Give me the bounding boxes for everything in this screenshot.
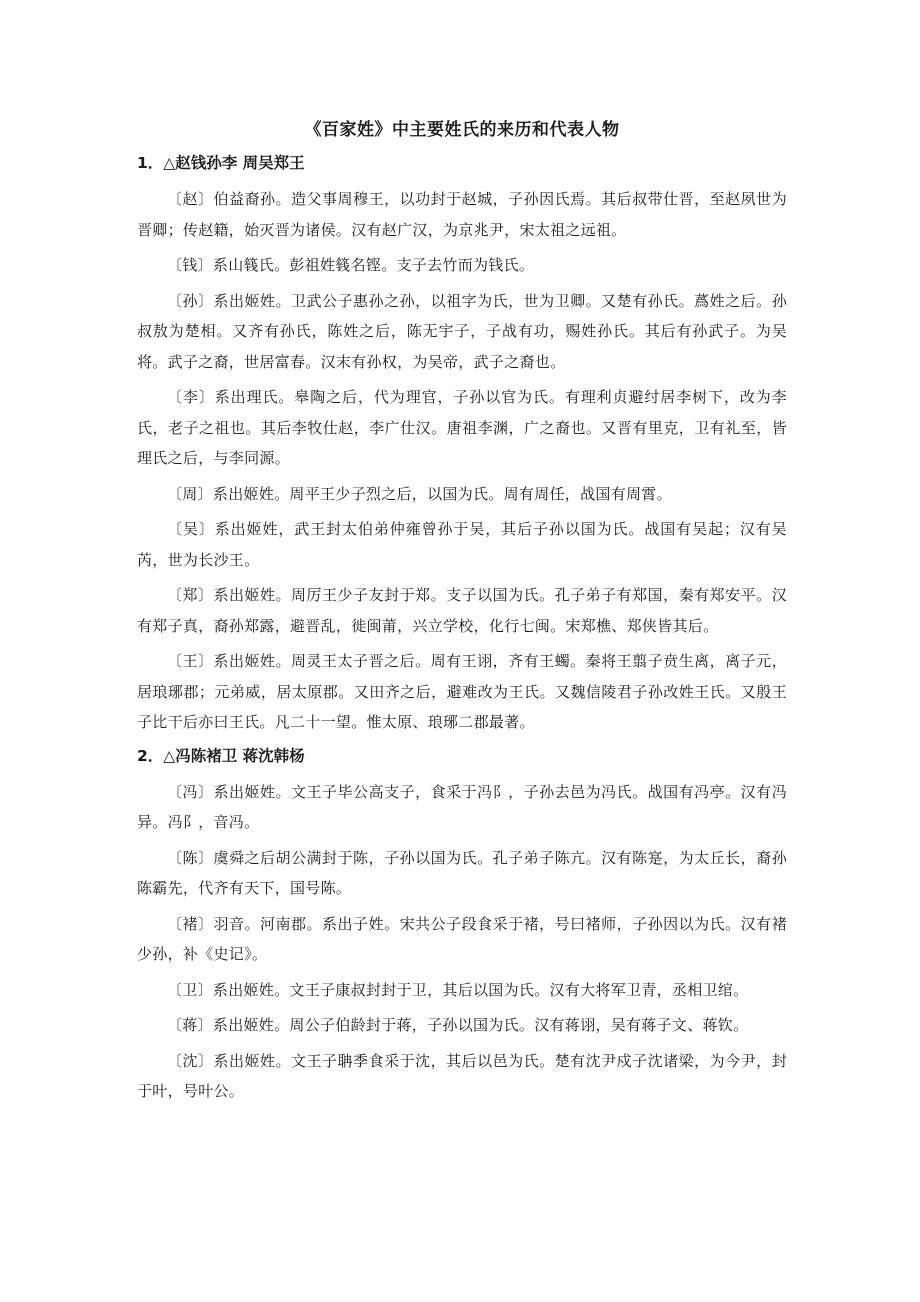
entry-qian: 〔钱〕系山篯氏。彭祖姓篯名铿。支子去竹而为钱氏。 bbox=[167, 256, 535, 274]
entry-wei: 〔卫〕系出姬姓。文王子康叔封封于卫，其后以国为氏。汉有大将军卫青，丞相卫绾。 bbox=[167, 980, 749, 999]
entry-wu: 〔吴〕系出姬姓，武王封太伯弟仲雍曾孙于吴，其后子孙以国为氏。战国有吴起；汉有吴芮，世为长沙王。 bbox=[137, 520, 787, 569]
entry-chen: 〔陈〕虞舜之后胡公满封于陈，子孙以国为氏。孔子弟子陈亢。汉有陈寔，为太丘长，裔孙陈霸先，代齐有天下，国号陈。 bbox=[137, 848, 787, 897]
entry-jiang: 〔蒋〕系出姬姓。周公子伯龄封于蒋，子孙以国为氏。汉有蒋诩，吴有蒋子文、蒋钦。 bbox=[167, 1016, 749, 1034]
section-2 bbox=[137, 743, 787, 1107]
entry-zhou: 〔周〕系出姬姓。周平王少子烈之后，以国为氏。周有周任，战国有周霄。 bbox=[167, 484, 672, 503]
entry-zhao: 〔赵〕伯益裔孙。造父事周穆王，以功封于赵城，子孙因氏焉。其后叔带仕晋，至赵夙世为晋卿；传赵籍，始灭晋为诸侯。汉有赵广汉，为京兆尹，宋太祖之远祖。 bbox=[137, 190, 787, 239]
entry-feng: 〔冯〕系出姬姓。文王子毕公高支子，食采于冯阝，子孙去邑为冯氏。战国有冯亭。汉有冯异。冯阝，音冯。 bbox=[137, 782, 787, 831]
document-title: 《百家姓》中主要姓氏的来历和代表人物 bbox=[304, 120, 620, 140]
section-heading: 1．△赵钱孙李 周吴郑王 bbox=[137, 154, 305, 172]
entry-chu: 〔褚〕羽音。河南郡。系出子姓。宋共公子段食采于褚，号曰褚师，子孙因以为氏。汉有褚少孙，补《史记》。 bbox=[137, 914, 787, 963]
entry-shen: 〔沈〕系出姬姓。文王子聃季食采于沈，其后以邑为氏。楚有沈尹戍子沈诸梁，为今尹，封于叶，号叶公。 bbox=[137, 1051, 787, 1100]
section-heading: 2．△冯陈褚卫 蒋沈韩杨 bbox=[137, 746, 305, 765]
section-1 bbox=[137, 150, 787, 738]
document-page bbox=[137, 116, 787, 1112]
entry-li: 〔李〕系出理氏。皋陶之后，代为理官，子孙以官为氏。有理利贞避纣居李树下，改为李氏，老子之祖也。其后李牧仕赵，李广仕汉。唐祖李渊，广之裔也。又晋有里克，卫有礼至，皆理氏之后，与李同源。 bbox=[137, 388, 787, 467]
entry-sun: 〔孙〕系出姬姓。卫武公子惠孙之孙，以祖字为氏，世为卫卿。又楚有孙氏。蔿姓之后。孙叔敖为楚相。又齐有孙氏，陈姓之后，陈无宇子，子战有功，赐姓孙氏。其后有孙武子。为吴将。武子之裔，世居富春。汉末有孙权，为吴帝，武子之裔也。 bbox=[137, 291, 787, 371]
entry-wang: 〔王〕系出姬姓。周灵王太子晋之后。周有王诩，齐有王蠋。秦将王翦子贲生离，离子元，居琅琊郡；元弟威，居太原郡。又田齐之后，避难改为王氏。又魏信陵君子孙改姓王氏。又殷王子比干后亦曰王氏。凡二十一望。惟太原、琅琊二郡最著。 bbox=[137, 652, 787, 731]
entry-zheng: 〔郑〕系出姬姓。周厉王少子友封于郑。支子以国为氏。孔子弟子有郑国，秦有郑安平。汉有郑子真，裔孙郑露，避晋乱，徙闽莆，兴立学校，化行七闽。宋郑樵、郑侠皆其后。 bbox=[137, 586, 787, 635]
